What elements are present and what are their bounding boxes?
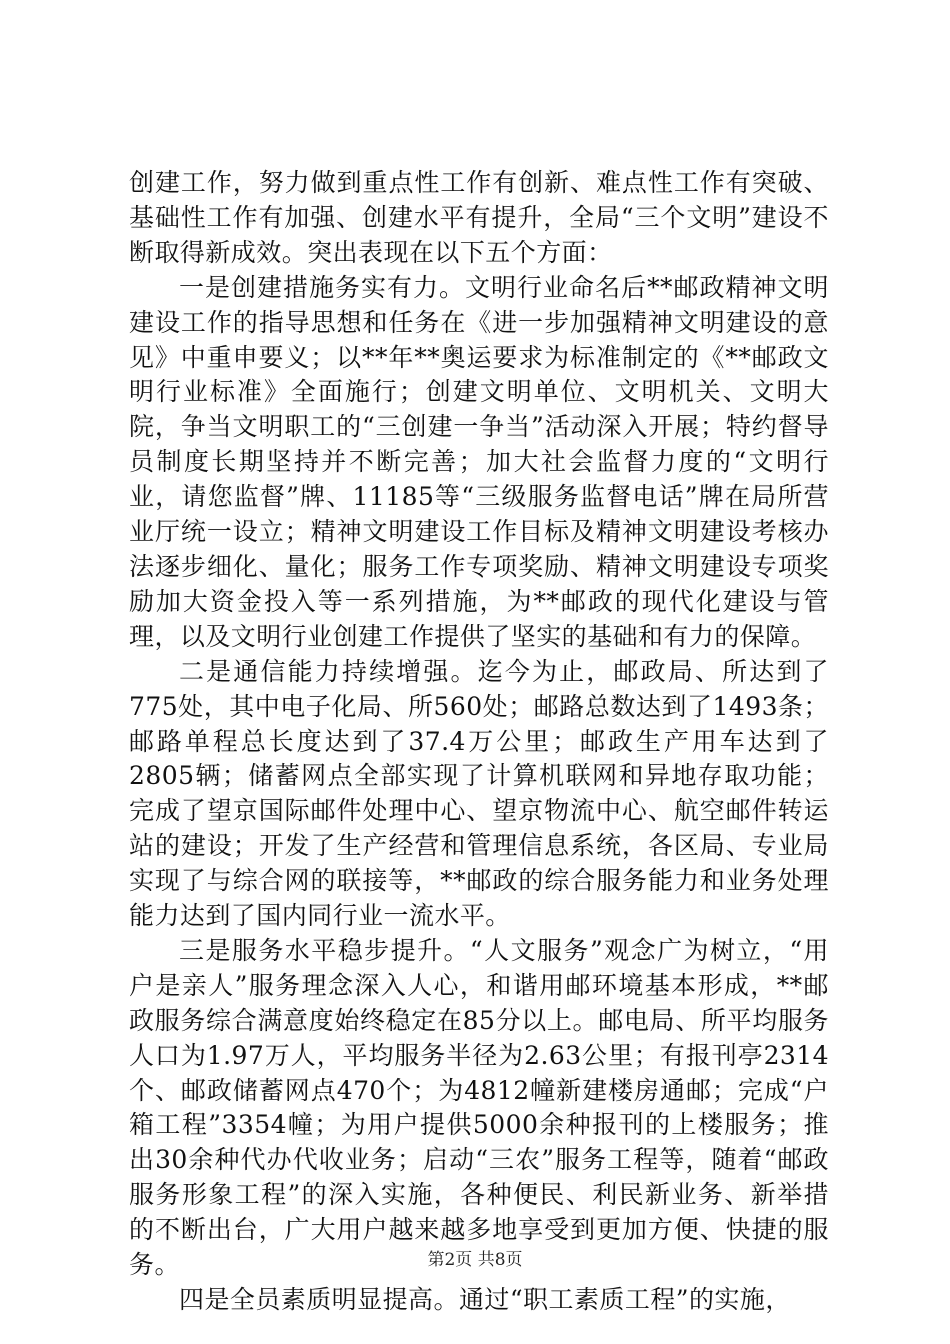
paragraph-service: 三是服务水平稳步提升。“人文服务”观念广为树立，“用户是亲人”服务理念深入人心，和谐用邮环境基本形成，**邮政服务综合满意度始终稳定在85分以上。邮电局、所平均服务人口为1.97万人，平均服务半径为2.63公里；有报刊亭2314个、邮政储蓄网点470个；为4812幢新建楼房通邮；完成“户箱工程”3354幢；为用户提供5000余种报刊的上楼服务；推出30余种代办代收业务；启动“三农”服务工程等，随着“邮政服务形象工程”的深入实施，各种便民、利民新业务、新举措的不断出台，广大用户越来越多地享受到更加方便、快捷的服务。 [129,935,829,1280]
paragraph-continuation: 创建工作，努力做到重点性工作有创新、难点性工作有突破、基础性工作有加强、创建水平有提升，全局“三个文明”建设不断取得新成效。突出表现在以下五个方面： [129,168,829,267]
paragraph-quality: 四是全员素质明显提高。通过“职工素质工程”的实施， [179,1285,791,1314]
paragraph-measures: 一是创建措施务实有力。文明行业命名后**邮政精神文明建设工作的指导思想和任务在《进一步加强精神文明建设的意见》中重申要义；以**年**奥运要求为标准制定的《**邮政文明行业标准》全面施行；创建文明单位、文明机关、文明大院，争当文明职工的“三创建一争当”活动深入开展；特约督导员制度长期坚持并不断完善；加大社会监督力度的“文明行业，请您监督”牌、11185等“三级服务监督电话”牌在局所营业厅统一设立；精神文明建设工作目标及精神文明建设考核办法逐步细化、量化；服务工作专项奖励、精神文明建设专项奖励加大资金投入等一系列措施，为**邮政的现代化建设与管理，以及文明行业创建工作提供了坚实的基础和有力的保障。 [129,272,829,651]
page-number: 第2页 共8页 [427,1250,523,1270]
page-footer [0,1245,950,1270]
paragraph-capacity: 二是通信能力持续增强。迄今为止，邮政局、所达到了775处，其中电子化局、所560处；邮路总数达到了1493条；邮路单程总长度达到了37.4万公里；邮政生产用车达到了2805辆；储蓄网点全部实现了计算机联网和异地存取功能；完成了望京国际邮件处理中心、望京物流中心、航空邮件转运站的建设；开发了生产经营和管理信息系统，各区局、专业局实现了与综合网的联接等，**邮政的综合服务能力和业务处理能力达到了国内同行业一流水平。 [129,656,829,931]
body-text [129,166,829,1318]
